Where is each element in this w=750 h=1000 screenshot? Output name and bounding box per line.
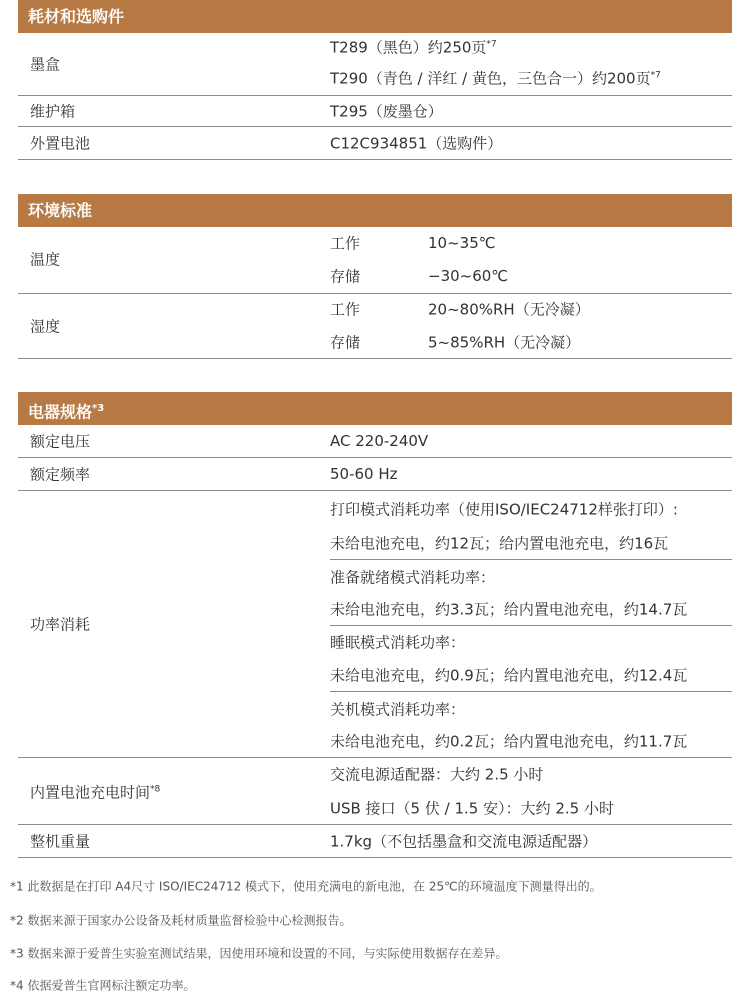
temperature-store-value: −30~60℃ bbox=[428, 267, 509, 285]
battery-label: 外置电池 bbox=[30, 134, 91, 153]
frequency-value: 50-60 Hz bbox=[330, 465, 398, 483]
power-print-value: 未给电池充电，约12瓦；给内置电池充电，约16瓦 bbox=[330, 534, 669, 553]
power-print-title: 打印模式消耗功率（使用ISO/IEC24712样张打印）: bbox=[330, 500, 678, 519]
electrical-header bbox=[18, 392, 732, 425]
power-row bbox=[18, 491, 732, 758]
temperature-row bbox=[18, 227, 732, 294]
consumables-header bbox=[18, 0, 732, 33]
humidity-row bbox=[18, 294, 732, 359]
maintenance-row bbox=[18, 96, 732, 127]
humidity-store-value: 5~85%RH（无冷凝） bbox=[428, 333, 581, 352]
power-ready-title: 准备就绪模式消耗功率： bbox=[330, 568, 496, 587]
ink-line-2: T290（青色 / 洋红 / 黄色，三色合一）约200页$^{*7}$ bbox=[330, 69, 661, 88]
humidity-store-label: 存储 bbox=[330, 333, 361, 352]
temperature-work-label: 工作 bbox=[330, 234, 361, 253]
charge-row bbox=[18, 758, 732, 825]
power-sleep-value: 未给电池充电，约0.9瓦；给内置电池充电，约12.4瓦 bbox=[330, 666, 688, 685]
voltage-value: AC 220-240V bbox=[330, 432, 429, 450]
footnote-1: *1 此数据是在打印 A4尺寸 ISO/IEC24712 模式下，使用充满电的新电池，在 25℃的环境温度下测量得出的。 bbox=[10, 879, 602, 894]
voltage-row bbox=[18, 425, 732, 458]
power-divider-1 bbox=[330, 559, 732, 560]
battery-row bbox=[18, 127, 732, 160]
maintenance-label: 维护箱 bbox=[30, 102, 76, 121]
power-off-value: 未给电池充电，约0.2瓦；给内置电池充电，约11.7瓦 bbox=[330, 732, 688, 751]
electrical-title-note: *3 bbox=[92, 403, 105, 414]
maintenance-value: T295（废墨仓） bbox=[330, 102, 443, 121]
environment-header bbox=[18, 194, 732, 227]
temperature-label: 温度 bbox=[30, 250, 61, 269]
voltage-label: 额定电压 bbox=[30, 432, 91, 451]
power-off-title: 关机模式消耗功率： bbox=[330, 700, 466, 719]
ink-label: 墨盒 bbox=[30, 55, 61, 74]
frequency-label: 额定频率 bbox=[30, 465, 91, 484]
power-sleep-title: 睡眠模式消耗功率： bbox=[330, 633, 466, 652]
humidity-work-label: 工作 bbox=[330, 300, 361, 319]
power-label: 功率消耗 bbox=[30, 615, 91, 634]
consumables-title: 耗材和选购件 bbox=[28, 7, 125, 26]
power-ready-value: 未给电池充电，约3.3瓦；给内置电池充电，约14.7瓦 bbox=[330, 600, 688, 619]
power-divider-3 bbox=[330, 691, 732, 692]
power-divider-2 bbox=[330, 625, 732, 626]
footnote-4: *4 依据爱普生官网标注额定功率。 bbox=[10, 978, 196, 993]
footnote-3: *3 数据来源于爱普生实验室测试结果，因使用环境和设置的不同，与实际使用数据存在差异。 bbox=[10, 946, 508, 961]
environment-title: 环境标准 bbox=[28, 201, 93, 220]
humidity-work-value: 20~80%RH（无冷凝） bbox=[428, 300, 590, 319]
weight-row bbox=[18, 825, 732, 858]
ink-row bbox=[18, 33, 732, 96]
footnote-2: *2 数据来源于国家办公设备及耗材质量监督检验中心检测报告。 bbox=[10, 913, 352, 928]
battery-value: C12C934851（选购件） bbox=[330, 134, 503, 153]
weight-value: 1.7kg（不包括墨盒和交流电源适配器） bbox=[330, 832, 598, 851]
temperature-work-value: 10~35℃ bbox=[428, 234, 496, 252]
electrical-title: 电器规格 bbox=[28, 402, 93, 422]
charge-ac-value: 交流电源适配器：大约 2.5 小时 bbox=[330, 765, 544, 784]
charge-usb-value: USB 接口（5 伏 / 1.5 安）：大约 2.5 小时 bbox=[330, 799, 614, 818]
ink-line-1: T289（黑色）约250页$^{*7}$ bbox=[330, 38, 497, 57]
weight-label: 整机重量 bbox=[30, 832, 91, 851]
charge-label: 内置电池充电时间$^{*8}$ bbox=[30, 783, 161, 802]
humidity-label: 湿度 bbox=[30, 317, 61, 336]
frequency-row bbox=[18, 458, 732, 491]
temperature-store-label: 存储 bbox=[330, 267, 361, 286]
